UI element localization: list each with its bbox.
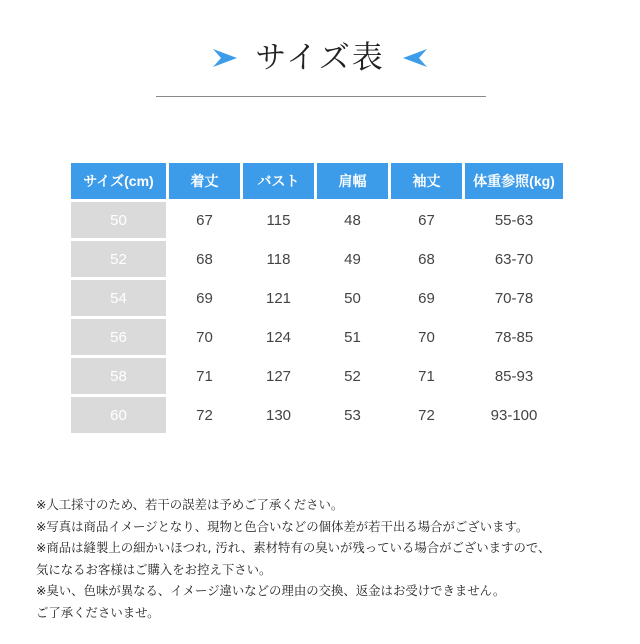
table-cell: 70-78 [494,289,534,307]
title-divider [156,96,486,97]
header-weight: 体重参照(kg) [465,163,563,199]
header-bust: バスト [243,163,314,199]
title-block [0,36,640,80]
table-row [71,202,563,238]
table-cell: 60 [71,397,166,433]
table-cell: 53 [344,406,361,424]
note-line: ※写真は商品イメージとなり、現物と色合いなどの個体差が若干出る場合がございます。 [36,518,529,534]
note-line: ご了承くださいませ。 [36,604,160,620]
table-cell: 67 [418,211,435,229]
table-cell: 70 [196,328,213,346]
table-cell: 115 [266,211,291,229]
table-cell: 49 [344,250,361,268]
note-line: ※臭い、色味が異なる、イメージ違いなどの理由の交換、返金はお受けできません。 [36,583,506,598]
table-row [71,280,563,316]
table-cell: 118 [266,250,291,268]
table-cell: 50 [344,289,361,307]
table-row [71,241,563,277]
note-line: ※商品は縫製上の細かいほつれ, 汚れ、素材特有の臭いが残っている場合がございますので、 [36,540,551,555]
notes-block [36,494,626,623]
table-cell: 63-70 [494,250,534,268]
table-cell: 72 [196,406,213,424]
table-cell: 127 [265,367,292,385]
table-cell: 71 [196,367,213,385]
header-shoulder: 肩幅 [317,163,388,199]
table-cell: 55-63 [494,211,534,229]
table-cell: 52 [344,367,361,385]
table-cell: 52 [71,241,166,277]
chevron-left-icon [399,46,431,70]
table-cell: 93-100 [490,406,538,424]
table-cell: 70 [418,328,435,346]
note-line: ※人工採寸のため、若干の誤差は予めご了承ください。 [36,497,344,512]
table-cell: 69 [196,289,213,307]
table-cell: 130 [265,406,292,424]
table-cell: 69 [418,289,435,307]
table-cell: 72 [418,406,435,424]
table-cell: 121 [265,289,292,307]
table-row [71,397,563,433]
size-table [68,160,566,436]
table-cell: 58 [71,358,166,394]
header-size: サイズ(cm) [71,163,166,199]
header-length: 着丈 [169,163,240,199]
table-header-row [71,163,563,199]
table-cell: 85-93 [494,367,534,385]
table-row [71,358,563,394]
table-cell: 51 [344,328,361,346]
table-cell: 124 [265,328,292,346]
page-title: サイズ表 [255,40,385,76]
table-cell: 71 [418,367,435,385]
note-line: 気になるお客様はご購入をお控え下さい。 [36,561,272,577]
header-sleeve: 袖丈 [391,163,462,199]
table-cell: 68 [418,250,435,268]
table-cell: 67 [196,211,213,229]
table-row [71,319,563,355]
table-cell: 78-85 [494,328,534,346]
table-cell: 50 [71,202,166,238]
table-cell: 48 [344,211,361,229]
table-cell: 54 [71,280,166,316]
chevron-right-icon [209,46,241,70]
table-cell: 56 [71,319,166,355]
table-cell: 68 [196,250,213,268]
